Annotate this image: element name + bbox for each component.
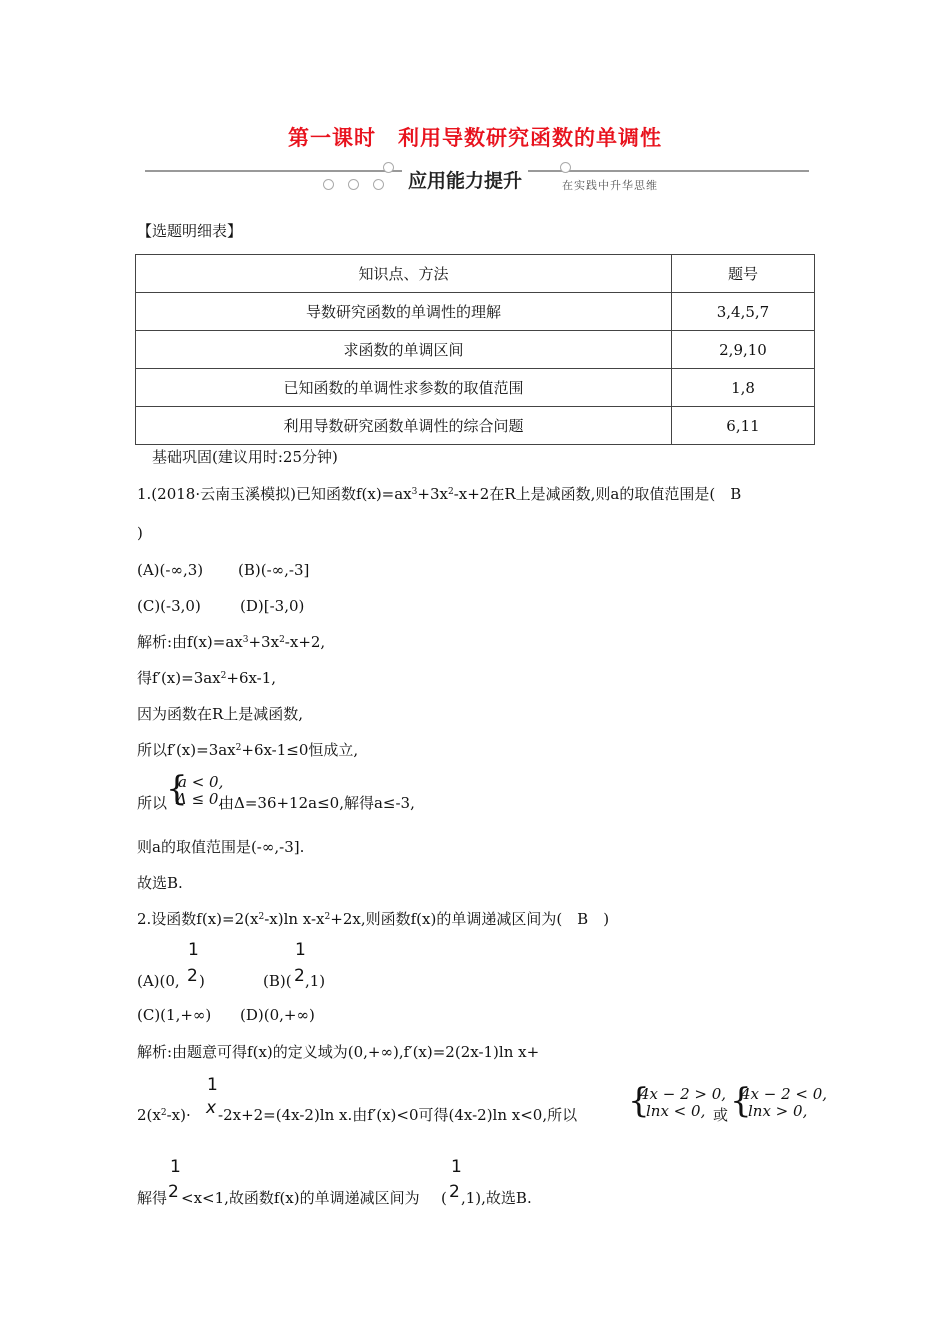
q1-solution-line: 则a的取值范围是(-∞,-3]. [137, 838, 305, 856]
banner-ornament-icon [560, 162, 571, 173]
q1-option-c: (C)(-3,0) [137, 597, 201, 615]
q1-stem-close: ) [137, 524, 143, 542]
brace-icon: { [166, 769, 188, 809]
q1-solution-line: 故选B. [137, 874, 183, 892]
q2-solution-line: 解得 [137, 1189, 168, 1207]
q1-stem-part: 1.(2018·云南玉溪模拟)已知函数f(x)=ax [137, 485, 412, 503]
or-label: 或 [713, 1106, 729, 1124]
table-cell: 3,4,5,7 [672, 293, 815, 331]
q2-stem-part: 2.设函数f(x)=2(x [137, 910, 259, 928]
superscript: 3 [411, 487, 418, 497]
q2-option-d: (D)(0,+∞) [240, 1006, 315, 1024]
q2-solution-part: -x)· [166, 1106, 191, 1124]
fraction-numerator: 1 [295, 940, 306, 960]
q2-stem [137, 910, 609, 928]
q2-solution-part: 2(x [137, 1106, 161, 1124]
table-cell: 导数研究函数的单调性的理解 [136, 293, 672, 331]
table-header-cell: 题号 [672, 255, 815, 293]
fraction-denominator: 2 [294, 966, 305, 986]
q2-option-b-end: ,1) [305, 972, 326, 990]
q1-solution-line [137, 741, 358, 759]
page-title: 第一课时 利用导数研究函数的单调性 [288, 126, 662, 150]
fraction-denominator: x [206, 1098, 217, 1118]
table-heading: 【选题明细表】 [137, 222, 243, 240]
fraction-numerator: 1 [188, 940, 199, 960]
q1-stem-part: +3x [417, 485, 448, 503]
banner-ornament-icon [383, 162, 394, 173]
q2-option-b: (B)( [263, 972, 292, 990]
superscript: 2 [235, 743, 242, 753]
table-row [136, 293, 815, 331]
q1-solution-part: 解析:由f(x)=ax [137, 633, 243, 651]
superscript: 2 [258, 912, 265, 922]
q1-solution-line [137, 669, 276, 687]
system-line: lnx < 0, [646, 1102, 706, 1120]
q1-solution-part: 得f′(x)=3ax [137, 669, 221, 687]
banner-dot-icon [348, 179, 359, 190]
q2-solution-line: 解析:由题意可得f(x)的定义域为(0,+∞),f′(x)=2(2x-1)ln x+ [137, 1043, 540, 1061]
system-line: Δ ≤ 0, [176, 790, 224, 808]
table-header-cell: 知识点、方法 [136, 255, 672, 293]
q2-solution-line: ,1),故选B. [461, 1189, 532, 1207]
table-cell: 求函数的单调区间 [136, 331, 672, 369]
q2-stem-part: -x)ln x-x [264, 910, 325, 928]
banner-title: 应用能力提升 [402, 166, 528, 193]
system-line: lnx > 0, [748, 1102, 808, 1120]
brace-icon: { [628, 1081, 650, 1121]
fraction-numerator: 1 [207, 1075, 218, 1095]
fraction-numerator: 1 [170, 1157, 181, 1177]
q2-solution-line: -2x+2=(4x-2)ln x.由f′(x)<0可得(4x-2)ln x<0,所以 [218, 1106, 578, 1124]
table-cell: 6,11 [672, 407, 815, 445]
banner-subtitle: 在实践中升华思维 [558, 177, 662, 193]
topic-table [135, 254, 815, 445]
fraction-denominator: 2 [168, 1182, 179, 1202]
banner-dot-icon [323, 179, 334, 190]
q1-solution-line: 因为函数在R上是减函数, [137, 705, 304, 723]
superscript: 2 [160, 1108, 167, 1118]
system-line: a < 0, [178, 773, 224, 791]
table-row [136, 407, 815, 445]
system-line: 4x − 2 < 0, [741, 1085, 828, 1103]
table-cell: 已知函数的单调性求参数的取值范围 [136, 369, 672, 407]
q2-option-a-end: ) [199, 972, 205, 990]
section-banner [140, 160, 810, 196]
q2-solution-line: <x<1,故函数f(x)的单调递减区间为 [181, 1189, 420, 1207]
table-row [136, 369, 815, 407]
table-cell: 利用导数研究函数单调性的综合问题 [136, 407, 672, 445]
q2-solution-line [137, 1106, 191, 1124]
q1-solution-part: +6x-1, [226, 669, 277, 687]
section-label: 基础巩固(建议用时:25分钟) [152, 448, 338, 466]
fraction-denominator: 2 [187, 966, 198, 986]
system-line: 4x − 2 > 0, [640, 1085, 727, 1103]
banner-dot-icon [373, 179, 384, 190]
q1-solution-prefix: 所以 [137, 794, 168, 812]
q1-solution-line: 由Δ=36+12a≤0,解得a≤-3, [219, 794, 415, 812]
q1-solution-line [137, 633, 325, 651]
q1-solution-part: -x+2, [284, 633, 326, 651]
q1-solution-part: 所以f′(x)=3ax [137, 741, 236, 759]
table-cell: 2,9,10 [672, 331, 815, 369]
q2-stem-part: +2x,则函数f(x)的单调递减区间为( B ) [330, 910, 610, 928]
fraction-denominator: 2 [449, 1182, 460, 1202]
paren-open: ( [441, 1189, 447, 1207]
table-header-row [136, 255, 815, 293]
brace-icon: { [730, 1081, 752, 1121]
q1-option-d: (D)[-3,0) [240, 597, 305, 615]
fraction-numerator: 1 [451, 1157, 462, 1177]
superscript: 3 [242, 635, 249, 645]
table-row [136, 331, 815, 369]
superscript: 2 [324, 912, 331, 922]
q2-option-a: (A)(0, [137, 972, 180, 990]
superscript: 2 [447, 487, 454, 497]
q1-stem-part: -x+2在R上是减函数,则a的取值范围是( B [453, 485, 742, 503]
table-cell: 1,8 [672, 369, 815, 407]
q1-solution-part: +3x [248, 633, 280, 651]
q1-option-b: (B)(-∞,-3] [238, 561, 310, 579]
q1-option-a: (A)(-∞,3) [137, 561, 204, 579]
q1-stem [137, 485, 741, 503]
q2-option-c: (C)(1,+∞) [137, 1006, 212, 1024]
superscript: 2 [220, 671, 227, 681]
q1-solution-part: +6x-1≤0恒成立, [241, 741, 359, 759]
superscript: 2 [279, 635, 285, 645]
